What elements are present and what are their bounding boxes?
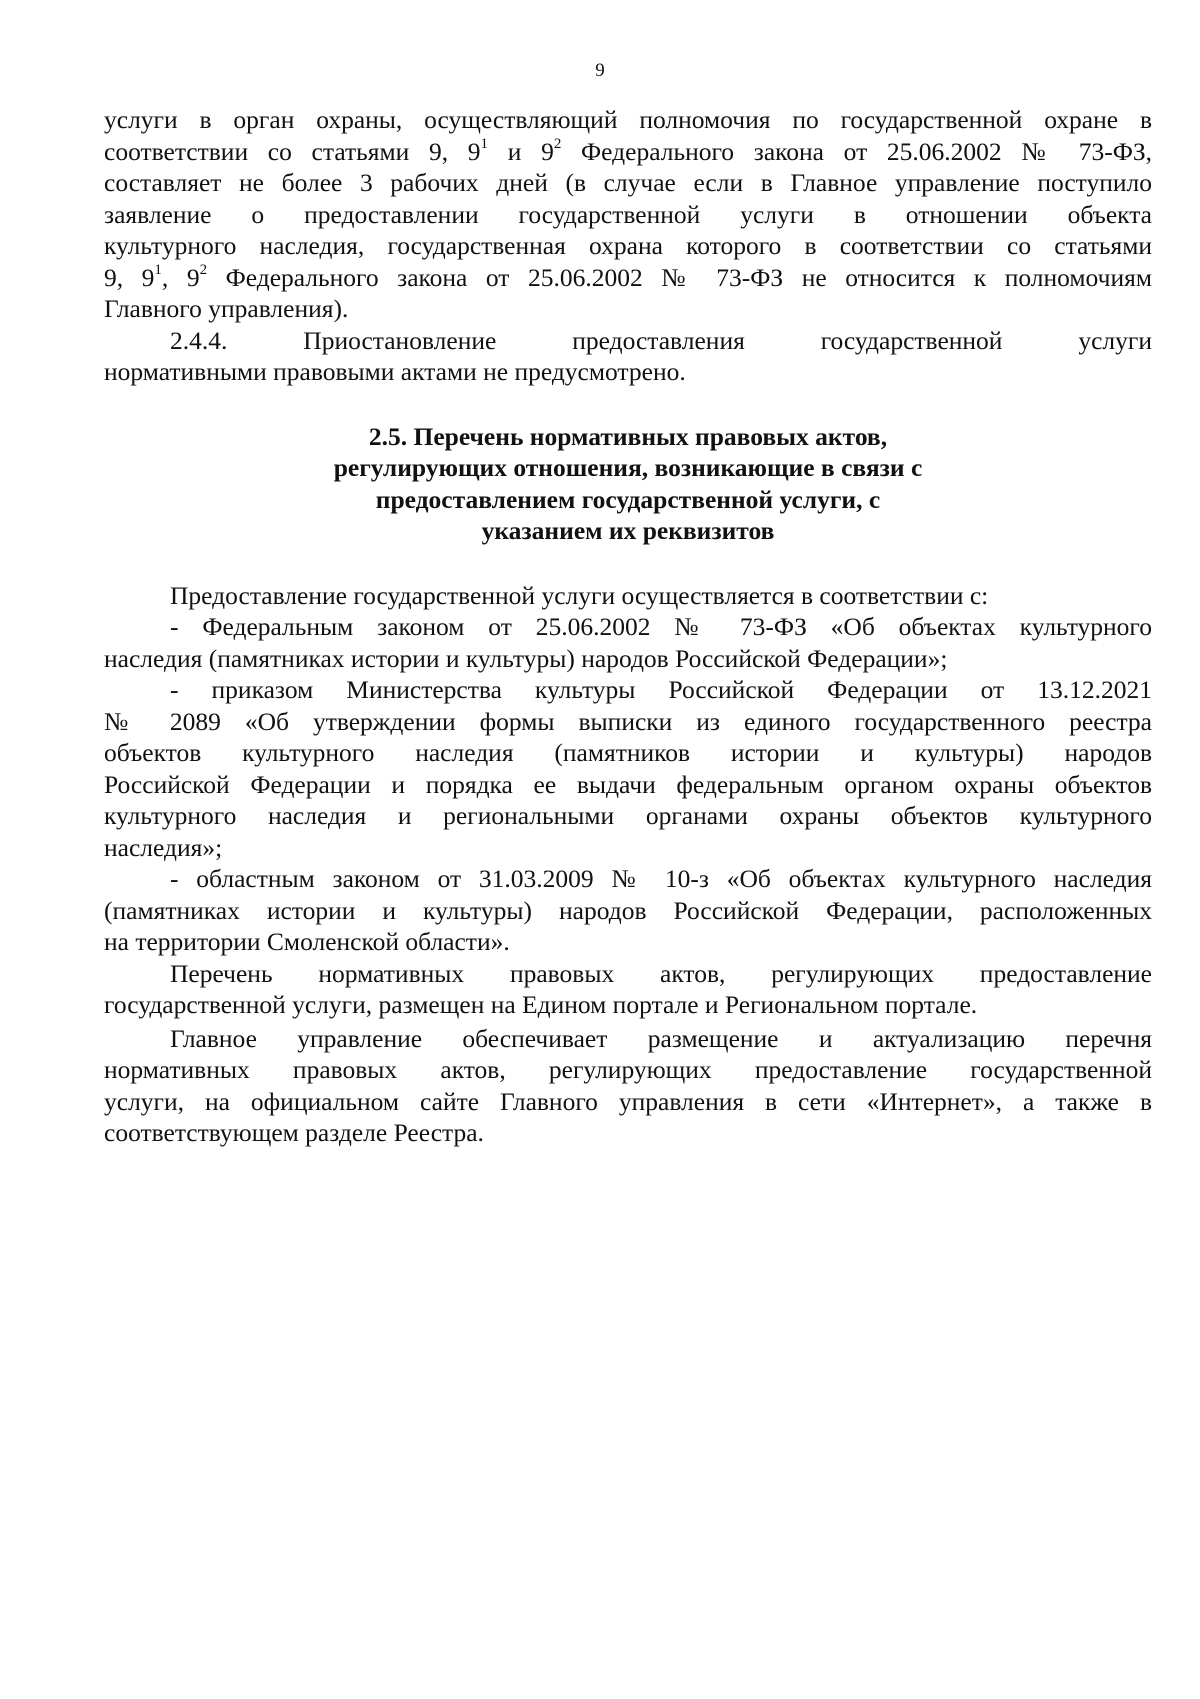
text-line: (памятниках истории и культуры) народов Российской Федерации, расположенных: [104, 895, 1152, 925]
text-line: услуги, на официальном сайте Главного управления в сети «Интернет», а также в: [104, 1086, 1152, 1116]
text-line: Перечень нормативных правовых актов, регулирующих предоставление: [170, 958, 1152, 988]
text-line: государственной услуги, размещен на Едином портале и Региональном портале.: [104, 990, 978, 1019]
text-line: № 2089 «Об утверждении формы выписки из единого государственного реестра: [104, 706, 1152, 736]
text-line: наследия»;: [104, 832, 223, 862]
list-item: [104, 674, 1152, 863]
list-item: [104, 611, 1152, 674]
text-line: соответствующем разделе Реестра.: [104, 1118, 484, 1147]
superscript: 1: [154, 262, 162, 278]
paragraph-publication: [104, 1023, 1152, 1149]
text-line: культурного наследия и региональными органами охраны объектов культурного: [104, 801, 1152, 830]
text-line: - приказом Министерства культуры Российской Федерации от 13.12.2021: [170, 675, 1152, 704]
page-number: 9: [595, 60, 605, 81]
text-line: объектов культурного наследия (памятников истории и культуры) народов: [104, 738, 1152, 767]
text-fragment: соответствии со статьями 9, 9: [104, 136, 481, 166]
text-line: заявление о предоставлении государственной услуги в отношении объекта: [104, 199, 1152, 229]
page-content: [104, 104, 1152, 1149]
text-line: услуги в орган охраны, осуществляющий полномочия по государственной охране в: [104, 105, 1152, 134]
superscript: 2: [199, 262, 208, 278]
heading-line: 2.5. Перечень нормативных правовых актов,: [368, 421, 888, 451]
text-line: наследия (памятниках истории и культуры) народов Российской Федерации»;: [104, 643, 948, 673]
text-line: Главного управления).: [104, 294, 349, 323]
text-line: [104, 136, 1152, 168]
text-line: - областным законом от 31.03.2009 № 10-з «Об объектах культурного наследия: [170, 864, 1152, 893]
text-line: нормативными правовыми актами не предусмотрено.: [104, 357, 686, 386]
text-fragment: Федерального закона от 25.06.2002 № 73-ФЗ не относится к полномочиям: [207, 262, 1152, 292]
text-line: на территории Смоленской области».: [104, 927, 510, 956]
text-line: 2.4.4. Приостановление предоставления государственной услуги: [170, 325, 1152, 355]
text-line: [104, 262, 1152, 294]
text-line: Предоставление государственной услуги осуществляется в соответствии с:: [170, 580, 989, 610]
text-line: Российской Федерации и порядка ее выдачи федеральным органом охраны объектов: [104, 769, 1152, 799]
heading-line: предоставлением государственной услуги, с: [375, 484, 881, 514]
heading-line: регулирующих отношения, возникающие в связи с: [333, 453, 923, 482]
paragraph-2-4-4: [104, 325, 1152, 388]
text-fragment: Федерального закона от 25.06.2002 № 73-ФЗ,: [561, 136, 1152, 166]
text-line: составляет не более 3 рабочих дней (в случае если в Главное управление поступило: [104, 168, 1152, 197]
paragraph-intro: [104, 580, 1152, 612]
text-fragment: и 9: [488, 136, 554, 166]
section-heading: [104, 421, 1152, 547]
superscript: 2: [553, 136, 562, 152]
text-line: нормативных правовых актов, регулирующих предоставление государственной: [104, 1055, 1152, 1084]
heading-line: указанием их реквизитов: [481, 516, 775, 545]
text-line: культурного наследия, государственная охрана которого в соответствии со статьями: [104, 231, 1152, 260]
text-fragment: 9, 9: [104, 262, 155, 292]
superscript: 1: [480, 136, 489, 152]
list-item: [104, 863, 1152, 958]
text-fragment: , 9: [161, 262, 200, 292]
text-line: Главное управление обеспечивает размещение и актуализацию перечня: [170, 1023, 1152, 1053]
paragraph-continuation: [104, 104, 1152, 325]
text-line: - Федеральным законом от 25.06.2002 № 73-ФЗ «Об объектах культурного: [170, 612, 1152, 641]
paragraph-list-location: [104, 958, 1152, 1021]
